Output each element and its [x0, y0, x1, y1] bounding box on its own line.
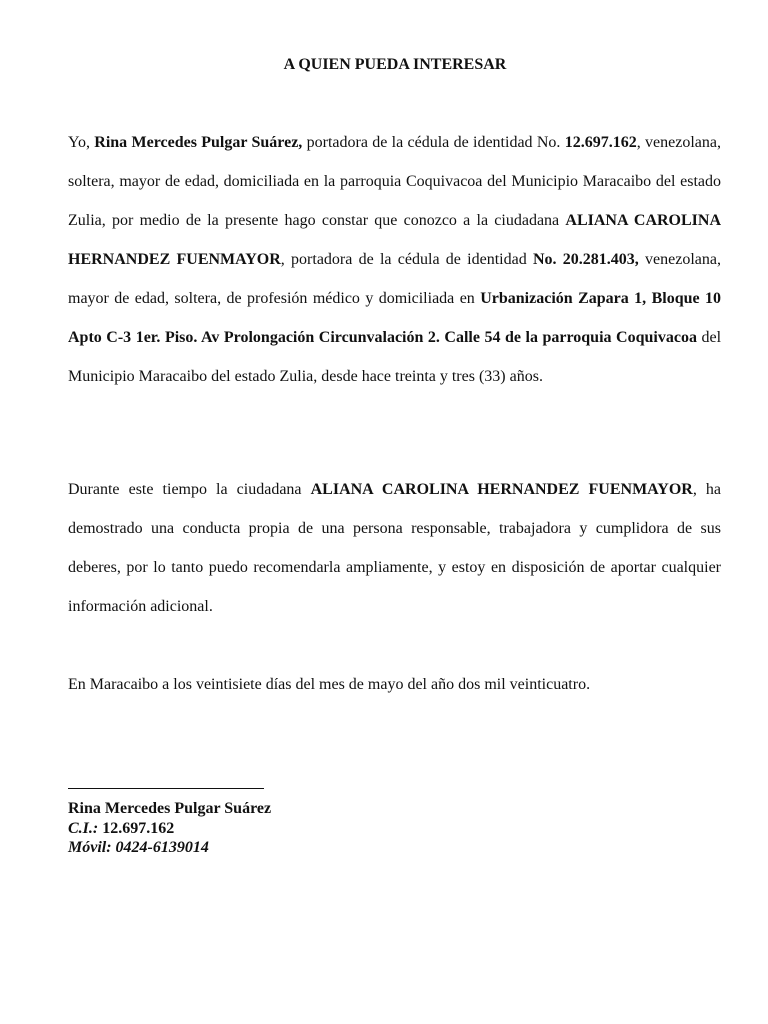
text-segment: , venezolana, soltera, mayor de edad, domiciliada en la parroquia Coquivacoa del Municipio Maracaibo del estado Zulia, por medio de la presente hago constar que conozco a la ciudadana — [68, 134, 722, 229]
signature-ci — [68, 819, 174, 839]
document-title: A QUIEN PUEDA INTERESAR — [283, 56, 507, 73]
subject-name: ALIANA CAROLINA HERNANDEZ FUENMAYOR — [68, 212, 721, 268]
text-segment: , ha demostrado una conducta propia de una persona responsable, trabajadora y cumplidora de sus deberes, por lo tanto puedo recomendarla ampliamente, y estoy en disposición de aportar cualquier información adicional. — [68, 481, 722, 615]
text-segment: Durante este tiempo la ciudadana — [68, 481, 311, 498]
text-segment: Yo, — [68, 134, 95, 151]
text-segment: venezolana, mayor de edad, soltera, de profesión médico y domiciliada en — [68, 251, 722, 307]
signature-phone: Móvil: 0424-6139014 — [68, 839, 209, 856]
subject-id: No. 20.281.403, — [532, 251, 639, 268]
ci-label: C.I.: — [68, 820, 99, 837]
signature-line — [68, 788, 264, 789]
paragraph-recommendation — [68, 470, 721, 626]
text-segment: portadora de la cédula de identidad No. — [302, 134, 565, 151]
paragraph-date: En Maracaibo a los veintisiete días del mes de mayo del año dos mil veinticuatro. — [68, 676, 591, 693]
ci-value: 12.697.162 — [98, 820, 175, 837]
paragraph-introduction — [68, 123, 721, 396]
declarant-name: Rina Mercedes Pulgar Suárez, — [94, 134, 303, 151]
subject-address: Urbanización Zapara 1, Bloque 10 Apto C-3 1er. Piso. Av Prolongación Circunvalación 2. Calle 54 de la parroquia Coquivacoa — [68, 290, 721, 346]
text-segment: del Municipio Maracaibo del estado Zulia, desde hace treinta y tres (33) años. — [68, 329, 722, 385]
text-segment: , portadora de la cédula de identidad — [280, 251, 533, 268]
declarant-id: 12.697.162 — [564, 134, 637, 151]
subject-name: ALIANA CAROLINA HERNANDEZ FUENMAYOR — [310, 481, 693, 498]
signature-name: Rina Mercedes Pulgar Suárez — [68, 800, 272, 817]
